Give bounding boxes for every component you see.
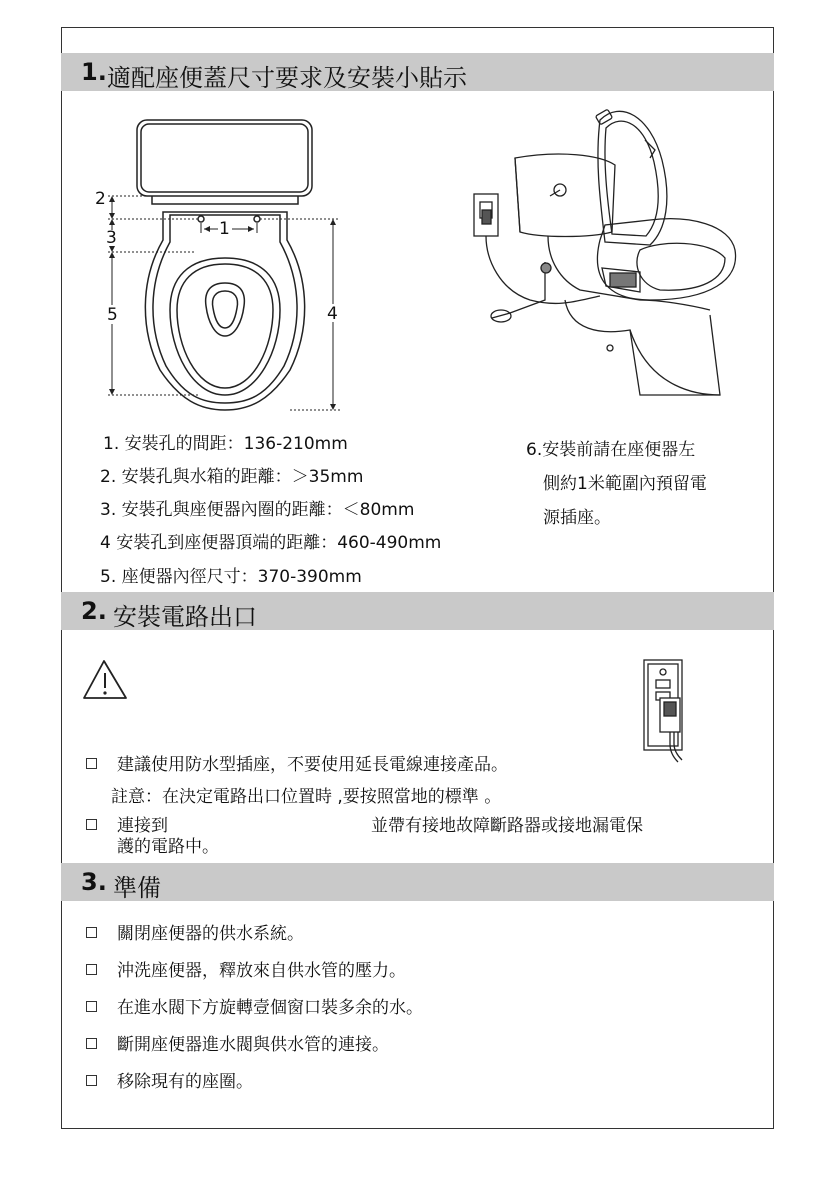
- dimension-item-1: 1. 安裝孔的間距：136-210mm: [103, 434, 348, 454]
- tip-6-line-1: 6.安裝前請在座便器左: [526, 440, 696, 460]
- prep-item-2: 沖洗座便器，釋放來自供水管的壓力。: [117, 961, 406, 981]
- dim-label-2: 2: [95, 189, 106, 209]
- dimension-item-2: 2. 安裝孔與水箱的距離：＞35mm: [100, 467, 364, 487]
- dim-label-3: 3: [106, 228, 117, 248]
- circuit-line-2a: 連接到: [117, 816, 168, 836]
- section-number: 2.: [81, 597, 107, 625]
- prep-item-4: 斷開座便器進水閥與供水管的連接。: [117, 1035, 389, 1055]
- outlet-icon: [636, 656, 696, 766]
- dimension-item-5: 5. 座便器內徑尺寸：370-390mm: [100, 567, 362, 587]
- dim-label-5: 5: [107, 305, 118, 325]
- section-title: 準備: [113, 874, 161, 902]
- circuit-line-2b: 並帶有接地故障斷路器或接地漏電保: [371, 816, 643, 836]
- dim-label-4: 4: [327, 304, 338, 324]
- dimension-item-4: 4 安裝孔到座便器頂端的距離：460-490mm: [100, 533, 442, 553]
- checkbox: [86, 819, 97, 830]
- section-title: 安裝電路出口: [113, 603, 257, 631]
- checkbox: [86, 927, 97, 938]
- circuit-note: 註意：在決定電路出口位置時 ,要按照當地的標準 。: [111, 787, 502, 807]
- checkbox: [86, 964, 97, 975]
- tip-6-line-2: 側約1米範圍內預留電: [543, 474, 707, 494]
- checkbox: [86, 1038, 97, 1049]
- section-number: 3.: [81, 868, 107, 896]
- dimension-item-3: 3. 安裝孔與座便器內圈的距離：＜80mm: [100, 500, 415, 520]
- section-header-2: [61, 592, 774, 630]
- prep-item-5: 移除現有的座圈。: [117, 1072, 253, 1092]
- tip-6-line-3: 源插座。: [543, 508, 611, 528]
- warning-icon: [80, 658, 132, 702]
- checkbox: [86, 1001, 97, 1012]
- circuit-line-1: 建議使用防水型插座，不要使用延長電線連接產品。: [117, 755, 508, 775]
- checkbox: [86, 1075, 97, 1086]
- dim-label-1: 1: [219, 219, 230, 239]
- prep-item-1: 關閉座便器的供水系統。: [117, 924, 304, 944]
- section-title: 適配座便蓋尺寸要求及安裝小貼示: [107, 64, 467, 92]
- circuit-line-2c: 護的電路中。: [117, 837, 219, 857]
- prep-item-3: 在進水閥下方旋轉壹個窗口裝多余的水。: [117, 998, 423, 1018]
- section-header-3: [61, 863, 774, 901]
- checkbox: [86, 758, 97, 769]
- section-number: 1.: [81, 58, 107, 86]
